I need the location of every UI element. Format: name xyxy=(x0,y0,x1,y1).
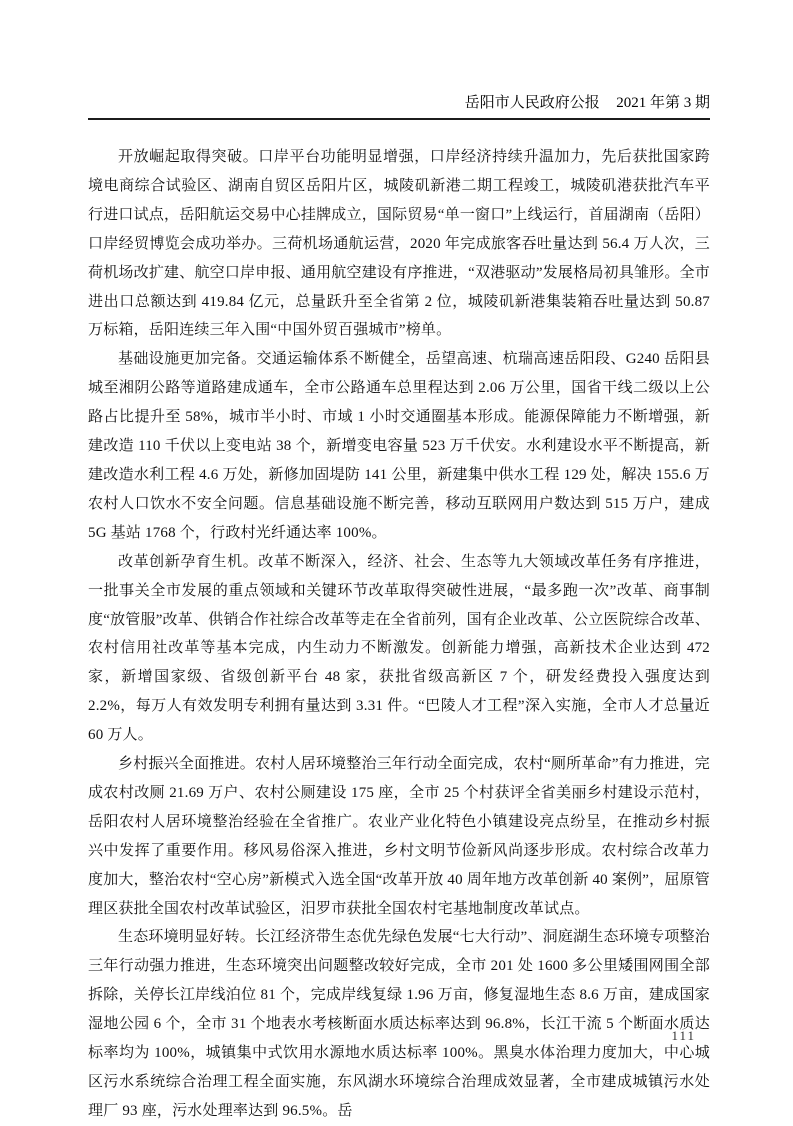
paragraph: 开放崛起取得突破。口岸平台功能明显增强，口岸经济持续升温加力，先后获批国家跨境电商综合试验区、湖南自贸区岳阳片区，城陵矶新港二期工程竣工，城陵矶港获批汽车平行进口试点，岳阳航运交易中心挂牌成立，国际贸易“单一窗口”上线运行，首届湖南（岳阳）口岸经贸博览会成功举办。三荷机场通航运营，2020 年完成旅客吞吐量达到 56.4 万人次，三荷机场改扩建、航空口岸申报、通用航空建设有序推进，“双港驱动”发展格局初具雏形。全市进出口总额达到 419.84 亿元，总量跃升至全省第 2 位，城陵矶新港集装箱吞吐量达到 50.87 万标箱，岳阳连续三年入围“中国外贸百强城市”榜单。 xyxy=(88,149,710,339)
issue-label: 2021 年第 3 期 xyxy=(616,95,710,111)
gazette-title: 岳阳市人民政府公报 xyxy=(464,95,600,111)
page-header xyxy=(88,0,710,113)
paragraph: 乡村振兴全面推进。农村人居环境整治三年行动全面完成，农村“厕所革命”有力推进，完成农村改厕 21.69 万户、农村公厕建设 175 座，全市 25 个村获评全省美丽乡村建设示范村，岳阳农村人居环境整治经验在全省推广。农业产业化特色小镇建设亮点纷呈，在推动乡村振兴中发挥了重要作用。移风易俗深入推进，乡村文明节俭新风尚逐步形成。农村综合改革力度加大，整治农村“空心房”新模式入选全国“改革开放 40 周年地方改革创新 40 案例”，屈原管理区获批全国农村改革试验区，汨罗市获批全国农村宅基地制度改革试点。 xyxy=(88,756,710,917)
paragraph: 改革创新孕育生机。改革不断深入，经济、社会、生态等九大领域改革任务有序推进，一批事关全市发展的重点领域和关键环节改革取得突破性进展，“最多跑一次”改革、商事制度“放管服”改革、供销合作社综合改革等走在全省前列，国有企业改革、公立医院综合改革、农村信用社改革等基本完成，内生动力不断激发。创新能力增强，高新技术企业达到 472 家，新增国家级、省级创新平台 48 家，获批省级高新区 7 个，研发经费投入强度达到 2.2%，每万人有效发明专利拥有量达到 3.31 件。“巴陵人才工程”深入实施，全市人才总量近 60 万人。 xyxy=(88,553,710,744)
paragraph: 基础设施更加完备。交通运输体系不断健全，岳望高速、杭瑞高速岳阳段、G240 岳阳县城至湘阴公路等道路建成通车，全市公路通车总里程达到 2.06 万公里，国省干线二级以上公路占比提升至 58%，城市半小时、市域 1 小时交通圈基本形成。能源保障能力不断增强，新建改造 110 千伏以上变电站 38 个，新增变电容量 523 万千伏安。水利建设水平不断提高，新建改造水利工程 4.6 万处，新修加固堤防 141 公里，新建集中供水工程 129 处，解决 155.6 万农村人口饮水不安全问题。信息基础设施不断完善，移动互联网用户数达到 515 万户，建成 5G 基站 1768 个，行政村光纤通达率 100%。 xyxy=(88,351,710,541)
document-body xyxy=(88,143,710,1126)
page-number: 111 xyxy=(671,1028,696,1043)
paragraph: 生态环境明显好转。长江经济带生态优先绿色发展“七大行动”、洞庭湖生态环境专项整治三年行动强力推进，生态环境突出问题整改较好完成，全市 201 处 1600 多公里矮围网围全部拆除，关停长江岸线泊位 81 个，完成岸线复绿 1.96 万亩，修复湿地生态 8.6 万亩，建成国家湿地公园 6 个，全市 31 个地表水考核断面水质达标率达到 96.8%，长江干流 5 个断面水质达标率均为 100%，城镇集中式饮用水源地水质达标率 100%。黑臭水体治理力度加大，中心城区污水系统综合治理工程全面实施，东风湖水环境综合治理成效显著，全市建成城镇污水处理厂 93 座，污水处理率达到 96.5%。岳 xyxy=(88,929,710,1119)
header-rule xyxy=(88,118,710,120)
